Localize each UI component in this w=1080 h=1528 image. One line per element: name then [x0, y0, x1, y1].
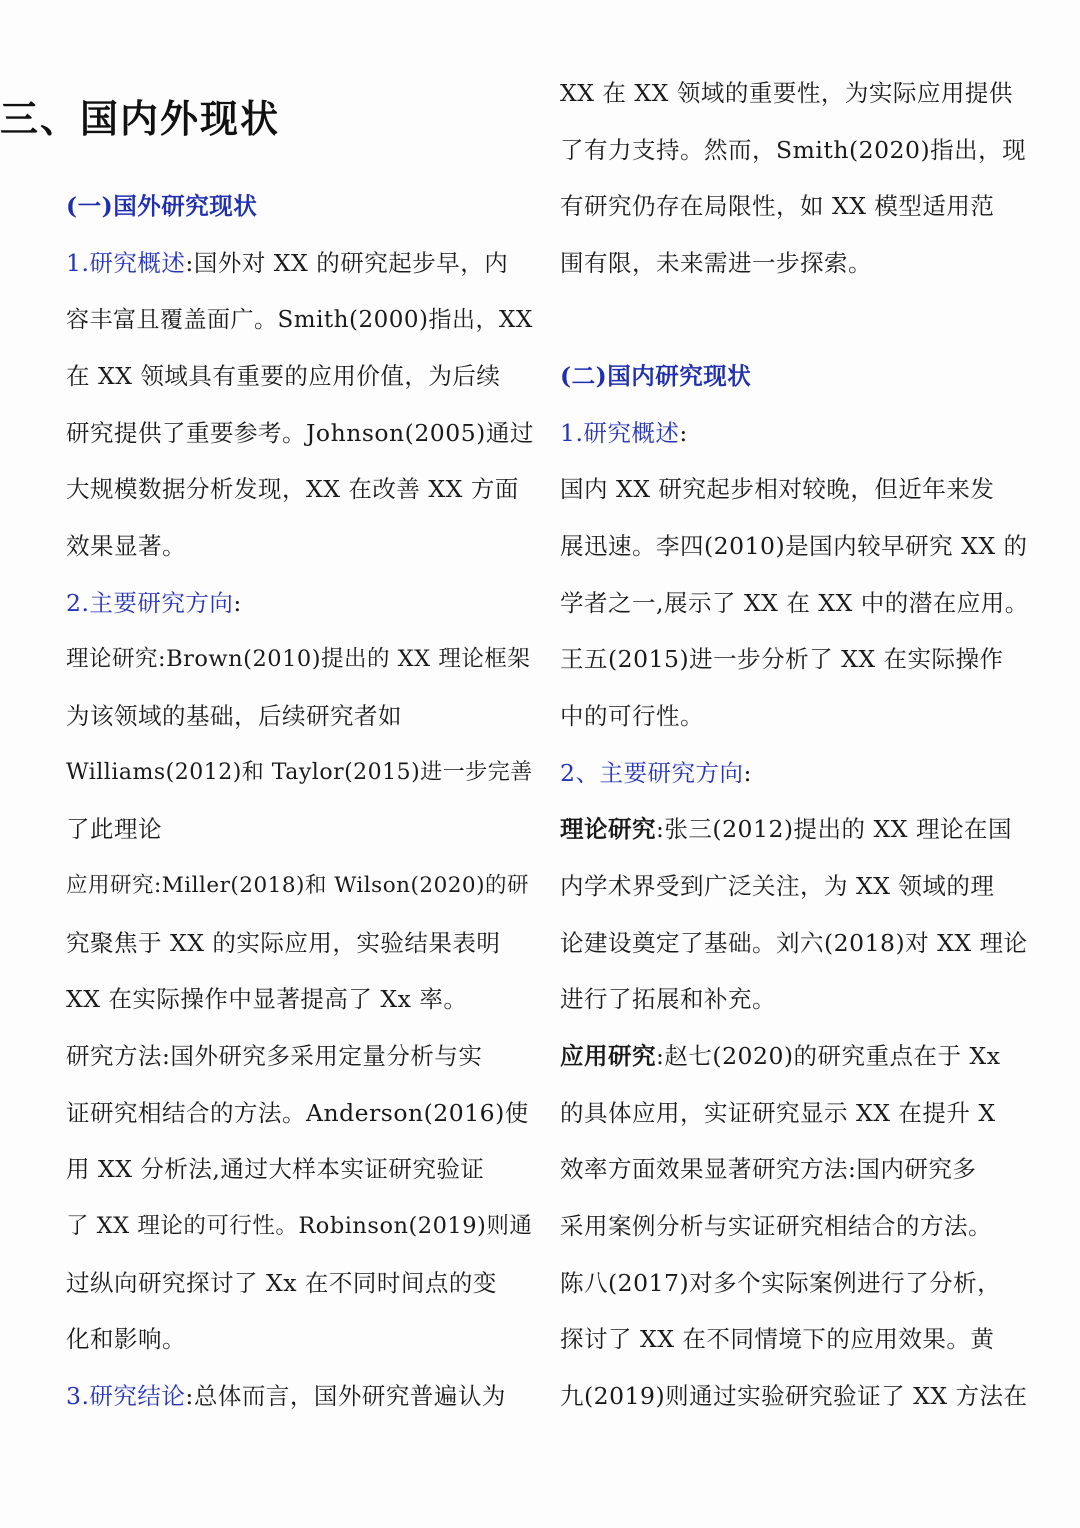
domestic-directions-heading [560, 756, 752, 790]
foreign-directions-line: 了此理论 [66, 815, 162, 843]
domestic-theory-label: 理论研究 [560, 815, 656, 843]
foreign-directions-line: 证研究相结合的方法。Anderson(2016)使 [66, 1099, 529, 1127]
foreign-directions-line: 理论研究:Brown(2010)提出的 XX 理论框架 [66, 646, 531, 672]
foreign-conclusion-label: 3.研究结论 [66, 1382, 186, 1410]
foreign-conclusion-line [66, 1379, 506, 1413]
foreign-overview-line: 研究提供了重要参考。Johnson(2005)通过 [66, 419, 534, 447]
foreign-overview-paragraph-line [66, 246, 508, 280]
domestic-theory-text: :张三(2012)提出的 XX 理论在国 [656, 815, 1012, 843]
page-title: 三、国内外现状 [0, 96, 281, 142]
foreign-directions-line: 了 XX 理论的可行性。Robinson(2019)则通 [66, 1213, 533, 1239]
conclusion-continued-line: 围有限，未来需进一步探索。 [560, 249, 872, 277]
foreign-conclusion-text: :总体而言，国外研究普遍认为 [185, 1382, 506, 1410]
foreign-directions-heading [66, 586, 242, 620]
domestic-theory-line [560, 812, 1012, 846]
foreign-research-heading: (一)国外研究现状 [66, 192, 258, 220]
domestic-directions-colon: : [743, 759, 752, 787]
domestic-overview-label: 1.研究概述 [560, 419, 680, 447]
domestic-overview-line: 王五(2015)进一步分析了 XX 在实际操作 [560, 645, 1004, 673]
domestic-overview-colon: : [679, 419, 688, 447]
foreign-directions-line: XX 在实际操作中显著提高了 Xx 率。 [66, 985, 468, 1013]
domestic-application-line: 效率方面效果显著研究方法:国内研究多 [560, 1155, 977, 1183]
foreign-overview-line: 在 XX 领域具有重要的应用价值，为后续 [66, 362, 501, 390]
domestic-overview-heading [560, 416, 688, 450]
domestic-overview-line: 中的可行性。 [560, 702, 704, 730]
domestic-theory-line: 内学术界受到广泛关注，为 XX 领域的理 [560, 872, 995, 900]
conclusion-continued-line: 了有力支持。然而，Smith(2020)指出，现 [560, 136, 1027, 164]
domestic-application-label: 应用研究 [560, 1042, 656, 1070]
foreign-directions-line: Williams(2012)和 Taylor(2015)进一步完善 [66, 760, 533, 785]
foreign-directions-line: 化和影响。 [66, 1325, 186, 1353]
foreign-overview-line: 大规模数据分析发现，XX 在改善 XX 方面 [66, 475, 519, 503]
domestic-application-line: 的具体应用，实证研究显示 XX 在提升 X [560, 1099, 996, 1127]
foreign-directions-line: 研究方法:国外研究多采用定量分析与实 [66, 1042, 483, 1070]
domestic-directions-label: 2、主要研究方向 [560, 759, 744, 787]
conclusion-continued-line: XX 在 XX 领域的重要性，为实际应用提供 [560, 79, 1013, 107]
foreign-overview-label: 1.研究概述 [66, 249, 186, 277]
foreign-directions-line: 究聚焦于 XX 的实际应用，实验结果表明 [66, 929, 501, 957]
domestic-overview-line: 学者之一,展示了 XX 在 XX 中的潜在应用。 [560, 589, 1029, 617]
foreign-directions-line: 用 XX 分析法,通过大样本实证研究验证 [66, 1155, 485, 1183]
domestic-application-line: 九(2019)则通过实验研究验证了 XX 方法在 [560, 1382, 1028, 1410]
domestic-application-text: :赵七(2020)的研究重点在于 Xx [656, 1042, 1001, 1070]
domestic-application-line [560, 1039, 1001, 1073]
foreign-overview-line: 容丰富且覆盖面广。Smith(2000)指出，XX [66, 307, 533, 333]
domestic-application-line: 探讨了 XX 在不同情境下的应用效果。黄 [560, 1325, 995, 1353]
domestic-overview-line: 展迅速。李四(2010)是国内较早研究 XX 的 [560, 532, 1028, 560]
foreign-overview-text: :国外对 XX 的研究起步早，内 [185, 249, 509, 277]
foreign-directions-line: 为该领域的基础，后续研究者如 [66, 702, 402, 730]
conclusion-continued-line: 有研究仍存在局限性，如 XX 模型适用范 [560, 192, 995, 220]
foreign-directions-line: 应用研究:Miller(2018)和 Wilson(2020)的研 [66, 873, 530, 898]
foreign-overview-line: 效果显著。 [66, 532, 186, 560]
domestic-application-line: 陈八(2017)对多个实际案例进行了分析， [560, 1269, 1002, 1297]
domestic-application-line: 采用案例分析与实证研究相结合的方法。 [560, 1212, 992, 1240]
foreign-directions-colon: : [233, 589, 242, 617]
domestic-overview-line: 国内 XX 研究起步相对较晚，但近年来发 [560, 475, 995, 503]
domestic-theory-line: 进行了拓展和补充。 [560, 985, 776, 1013]
foreign-directions-line: 过纵向研究探讨了 Xx 在不同时间点的变 [66, 1269, 497, 1297]
domestic-theory-line: 论建设奠定了基础。刘六(2018)对 XX 理论 [560, 929, 1028, 957]
domestic-research-heading: (二)国内研究现状 [560, 362, 752, 390]
foreign-directions-label: 2.主要研究方向 [66, 589, 234, 617]
